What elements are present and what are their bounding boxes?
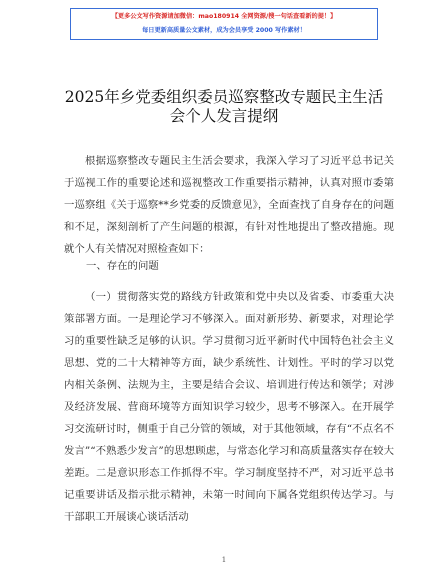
promo-line-2: 每日更新高质量公文素材，成为会员享受 2000 写作素材！ (142, 27, 306, 34)
promo-banner (70, 8, 378, 40)
section-heading: 一、存在的问题 (86, 260, 159, 272)
promo-line-1: 【更多公文写作资源请加微信：mao180914 全网资源/搜一句话查看新的提！】 (111, 13, 337, 20)
page-number: 1 (221, 556, 227, 564)
intro-paragraph: 根据巡察整改专题民主生活会要求，我深入学习了习近平总书记关于巡视工作的重要论述和巡视整改工作重要指示精神，认真对照市委第一巡察组《关于巡察**乡党委的反馈意见》，全面查找了自身存在的问题和不足，深刻剖析了产生问题的根源，有针对性地提出了整改措施。现就个人有关情况对照检查如下： (64, 155, 394, 255)
title-line-1: 2025年乡党委组织委员巡察整改专题民主生活 (64, 88, 384, 106)
body-paragraph: （一）贯彻落实党的路线方针政策和党中央以及省委、市委重大决策部署方面。一是理论学习不够深入。面对新形势、新要求，对理论学习的重要性缺乏足够的认识。学习贯彻习近平新时代中国特色社会主义思想、党的二十大精神等方面，缺少系统性、计划性。平时的学习以党内相关条例、法规为主，主要是结合会议、培训进行传达和领学；对涉及经济发展、营商环境等方面知识学习较少，思考不够深入。在开展学习交流研讨时，侧重于自己分管的领域，对于其他领域，存有“不点名不发言”“不熟悉少发言”的思想顾虑，与常态化学习和高质量落实存在较大差距。二是意识形态工作抓得不牢。学习制度坚持不严，对习近平总书记重要讲话及指示批示精神，未第一时间向下属各党组织传达学习。与干部职工开展谈心谈话活动 (64, 291, 394, 523)
document-title (0, 88, 448, 126)
title-line-2: 会个人发言提纲 (169, 107, 279, 125)
